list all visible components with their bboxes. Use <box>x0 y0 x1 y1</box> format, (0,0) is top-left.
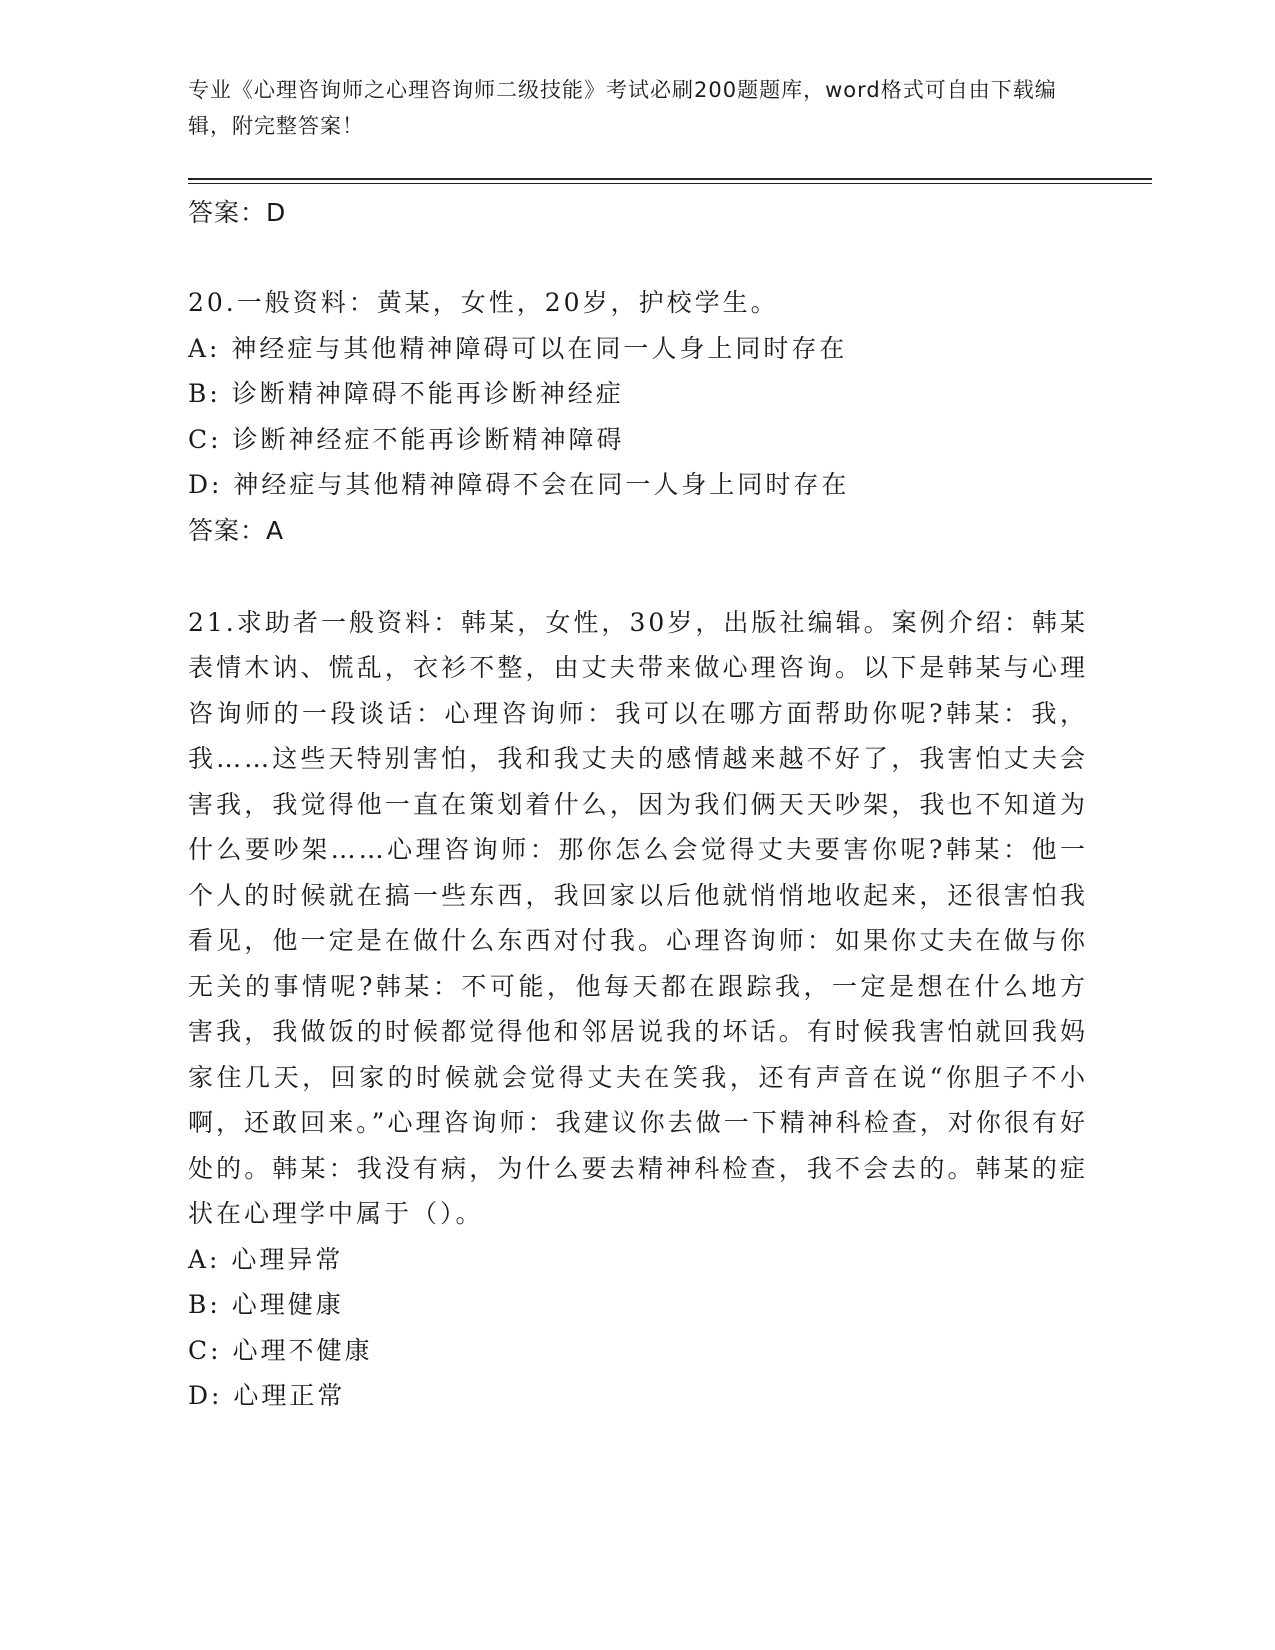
question-21-option-a: A: 心理异常 <box>188 1244 344 1274</box>
question-21-stem: 21.求助者一般资料：韩某，女性，30岁，出版社编辑。案例介绍：韩某表情木讷、慌乱，衣衫不整，由丈夫带来做心理咨询。以下是韩某与心理咨询师的一段谈话：心理咨询师：我可以在哪方面帮助你呢?韩某：我，我……这些天特别害怕，我和我丈夫的感情越来越不好了，我害怕丈夫会害我，我觉得他一直在策划着什么，因为我们俩天天吵架，我也不知道为什么要吵架……心理咨询师：那你怎么会觉得丈夫要害你呢?韩某：他一个人的时候就在搞一些东西，我回家以后他就悄悄地收起来，还很害怕我看见，他一定是在做什么东西对付我。心理咨询师：如果你丈夫在做与你无关的事情呢?韩某：不可能，他每天都在跟踪我，一定是想在什么地方害我，我做饭的时候都觉得他和邻居说我的坏话。有时候我害怕就回我妈家住几天，回家的时候就会觉得丈夫在笑我，还有声音在说“你胆子不小啊，还敢回来。”心理咨询师：我建议你去做一下精神科检查，对你很有好处的。韩某：我没有病，为什么要去精神科检查，我不会去的。韩某的症状在心理学中属于（）。 <box>188 607 1088 1228</box>
header-divider-thin <box>188 183 1152 184</box>
header-divider-thick <box>188 178 1152 180</box>
question-21-option-d: D: 心理正常 <box>188 1381 346 1410</box>
document-header: 专业《心理咨询师之心理咨询师二级技能》考试必刷200题题库，word格式可自由下载编辑，附完整答案！ <box>188 78 1057 138</box>
question-20-stem: 20.一般资料：黄某，女性，20岁，护校学生。 <box>188 288 779 317</box>
question-21-option-c: C: 心理不健康 <box>188 1335 373 1365</box>
previous-answer: 答案：D <box>188 198 287 227</box>
question-21-option-b: B: 心理健康 <box>188 1290 344 1319</box>
document-body <box>188 190 1088 1419</box>
question-20-option-b: B: 诊断精神障碍不能再诊断神经症 <box>188 379 624 408</box>
question-20 <box>188 280 1088 554</box>
question-20-option-a: A: 神经症与其他精神障碍可以在同一人身上同时存在 <box>188 333 848 363</box>
question-20-option-c: C: 诊断神经症不能再诊断精神障碍 <box>188 424 625 454</box>
question-21 <box>188 600 1088 1419</box>
question-20-option-d: D: 神经症与其他精神障碍不会在同一人身上同时存在 <box>188 470 850 499</box>
question-20-answer: 答案：A <box>188 515 285 545</box>
